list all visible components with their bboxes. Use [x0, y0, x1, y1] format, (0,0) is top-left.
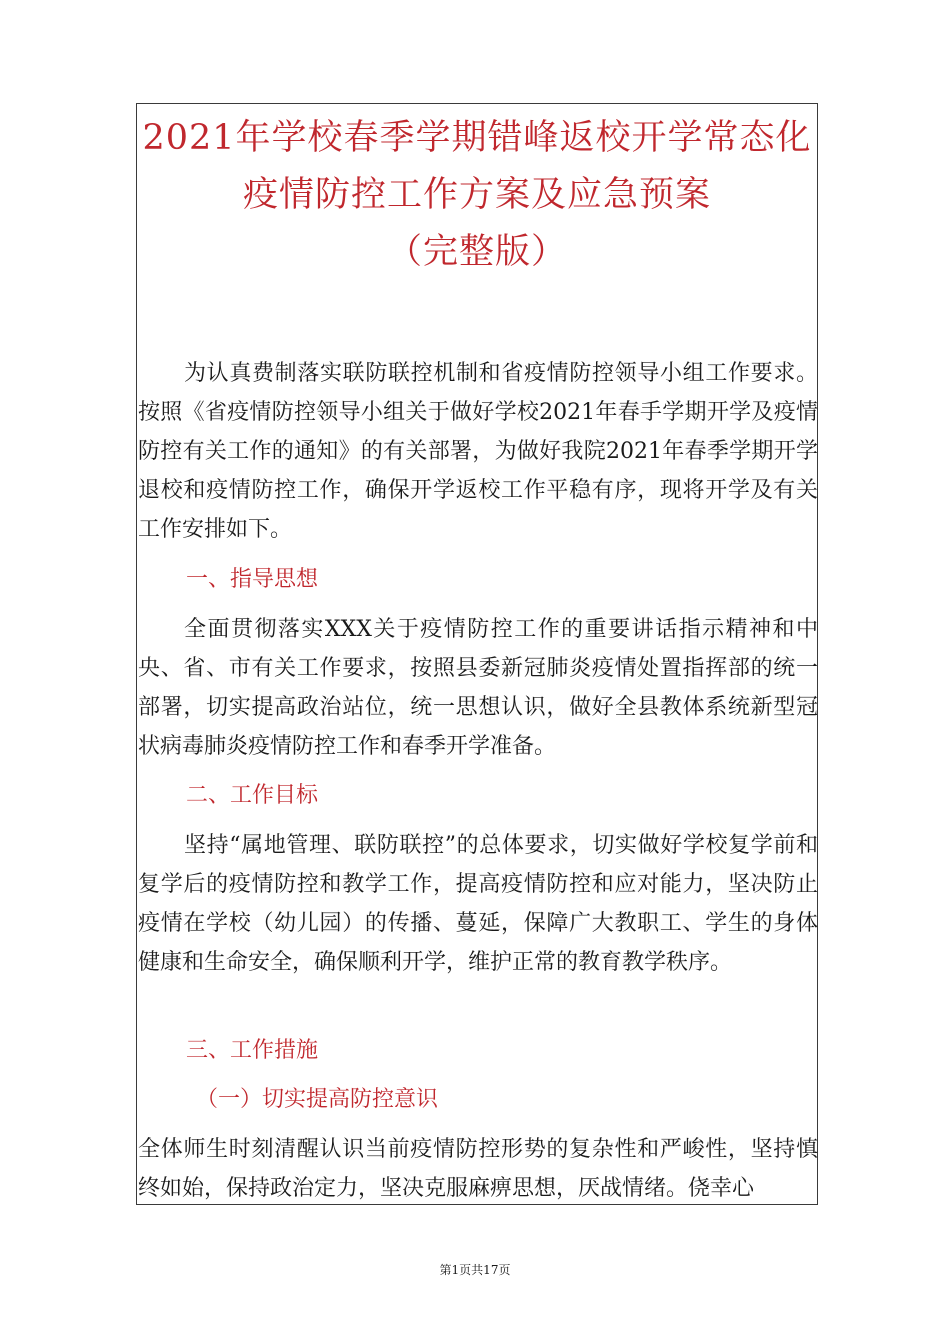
subsection-1-paragraph: 全体师生时刻清醒认识当前疫情防控形势的复杂性和严峻性，坚持慎终如始，保持政治定力，坚决克服麻痹思想，厌战情绪。侥幸心: [138, 1137, 818, 1201]
section-2-heading: 二、工作目标: [186, 783, 319, 808]
section-1-paragraph: 全面贯彻落实XXX关于疫情防控工作的重要讲话指示精神和中央、省、市有关工作要求，按照县委新冠肺炎疫情处置指挥部的统一部署，切实提高政治站位，统一思想认识，做好全县教体系统新型冠状病毒肺炎疫情防控工作和春季开学准备。: [138, 617, 818, 759]
page-number-footer: 第1页共17页: [439, 1263, 511, 1277]
document-title-line-2: 疫情防控工作方案及应急预案: [242, 175, 711, 215]
section-1-heading: 一、指导思想: [186, 567, 319, 592]
document-title-line-3: （完整版）: [386, 232, 567, 272]
section-2-paragraph: 坚持“属地管理、联防联控”的总体要求，切实做好学校复学前和复学后的疫情防控和教学工作，提高疫情防控和应对能力，坚决防止疫情在学校（幼儿园）的传播、蔓延，保障广大教职工、学生的身体健康和生命安全，确保顺利开学，维护正常的教育教学秩序。: [138, 833, 818, 975]
document-title-line-1: 2021年学校春季学期错峰返校开学常态化: [142, 118, 812, 158]
subsection-1-heading: （一）切实提高防控意识: [196, 1087, 439, 1112]
intro-paragraph: 为认真费制落实联防联控机制和省疫情防控领导小组工作要求。按照《省疫情防控领导小组关于做好学校2021年春手学期开学及疫情防控有关工作的通知》的有关部署，为做好我院2021年春季学期开学退校和疫情防控工作，确保开学返校工作平稳有序，现将开学及有关工作安排如下。: [138, 361, 818, 542]
section-3-heading: 三、工作措施: [186, 1038, 319, 1063]
